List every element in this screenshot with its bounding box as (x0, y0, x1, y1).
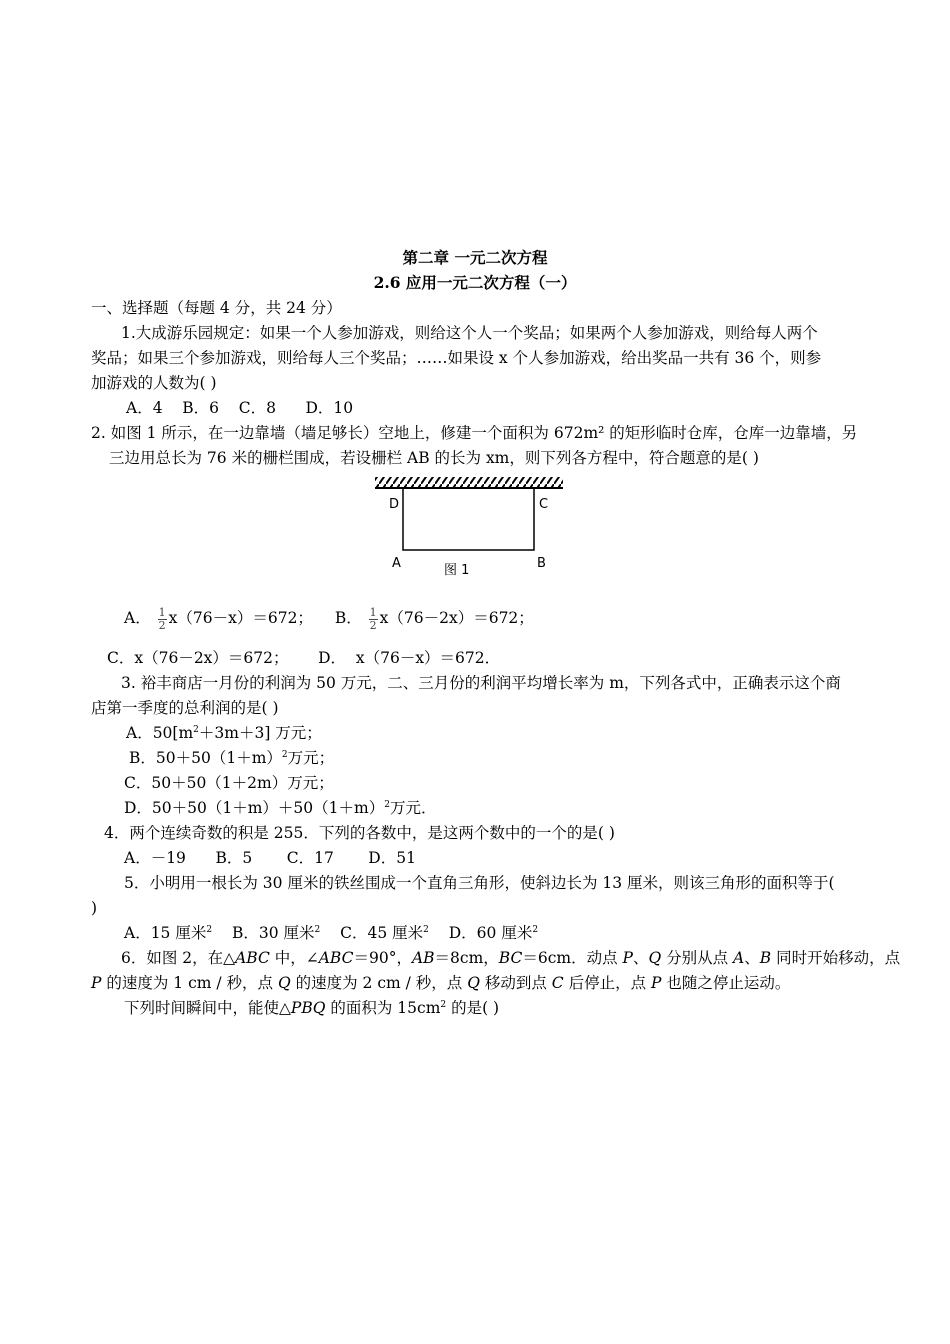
label-c: C (539, 497, 549, 512)
q5-options: A．15 厘米$^2$ B．30 厘米$^2$ C．45 厘米$^2$ D．60 厘米$^2$ (124, 924, 539, 942)
section-title: 2.6 应用一元二次方程（一） (373, 273, 577, 292)
q2-line2: 三边用总长为 76 米的栅栏围成，若设栅栏 AB 的长为 xm，则下列各方程中，符合题意的是( ) (109, 449, 759, 467)
q2-options-cd: C．x（76－2x）＝672； D． x（76－x）＝672． (107, 649, 501, 667)
q3-opt-c: C．50＋50（1＋2m）万元； (124, 774, 334, 792)
wall-rectangle-diagram (372, 474, 568, 580)
wall-hatching (375, 477, 563, 488)
q3-opt-a: A．$50[m^2+3m+3]$ 万元； (126, 724, 322, 742)
q3-line2: 店第一季度的总利润的是( ) (91, 699, 279, 717)
figure-caption: 图 1 (444, 563, 470, 578)
label-d: D (389, 497, 400, 512)
fraction-half-b: $\frac{1}{2}$ (369, 605, 377, 632)
q4-line1: 4．两个连续奇数的积是 255．下列的各数中，是这两个数中的一个的是( ) (104, 824, 615, 842)
section-heading: 一、选择题（每题 4 分，共 24 分） (91, 299, 342, 317)
figure-1 (372, 474, 568, 580)
q4-options: A．－19 B．5 C．17 D．51 (124, 849, 416, 867)
q1-line2: 奖品；如果三个参加游戏，则给每人三个奖品；……如果设 x 个人参加游戏，给出奖品一共有 36 个，则参 (91, 349, 822, 367)
q3-opt-b: B．$50+50(1+m)^2$万元； (129, 749, 335, 767)
fraction-half-a: $\frac{1}{2}$ (158, 605, 166, 632)
chapter-title: 第二章 一元二次方程 (402, 248, 548, 267)
q6-line1: 6．如图 2，在△ABC 中，∠ABC＝90°，AB＝8cm，BC＝6cm．动点 P、Q 分别从点 A、B 同时开始移动，点 (121, 949, 901, 967)
label-b: B (537, 556, 546, 571)
q3-line1: 3. 裕丰商店一月份的利润为 50 万元，二、三月份的利润平均增长率为 m，下列各式中，正确表示这个商 (121, 674, 841, 692)
q3-opt-d: D．$50+50(1+m)+50(1+m)^2$万元． (124, 799, 437, 817)
q6-line3: 下列时间瞬间中，能使△PBQ 的面积为 $15cm^2$ 的是( ) (124, 999, 500, 1017)
q2-opt-b-rest: x（76－2x）＝672； (379, 609, 534, 627)
warehouse-rectangle (403, 488, 534, 550)
q5-line1: 5．小明用一根长为 30 厘米的铁丝围成一个直角三角形，使斜边长为 13 厘米，则该三角形的面积等于( (124, 874, 835, 892)
label-a: A (392, 556, 401, 571)
q1-options: A．4 B．6 C．8 D．10 (126, 399, 354, 417)
q2-line1: 2. 如图 1 所示，在一边靠墙（墙足够长）空地上，修建一个面积为 672m² 的矩形临时仓库，仓库一边靠墙，另 (91, 424, 858, 442)
q6-line2: P 的速度为 1 cm / 秒，点 Q 的速度为 2 cm / 秒，点 Q 移动到点 C 后停止，点 P 也随之停止运动。 (91, 974, 791, 992)
q1-line1: 1.大成游乐园规定：如果一个人参加游戏，则给这个人一个奖品；如果两个人参加游戏，则给每人两个 (121, 324, 818, 342)
q5-line2: ) (91, 899, 98, 917)
q2-opt-a-prefix: A． (124, 609, 151, 627)
q2-options-ab (124, 604, 534, 636)
q1-line3: 加游戏的人数为( ) (91, 374, 217, 392)
q2-opt-b-prefix: B． (334, 609, 362, 627)
q2-opt-a-rest: x（76－x）＝672； (168, 609, 313, 627)
